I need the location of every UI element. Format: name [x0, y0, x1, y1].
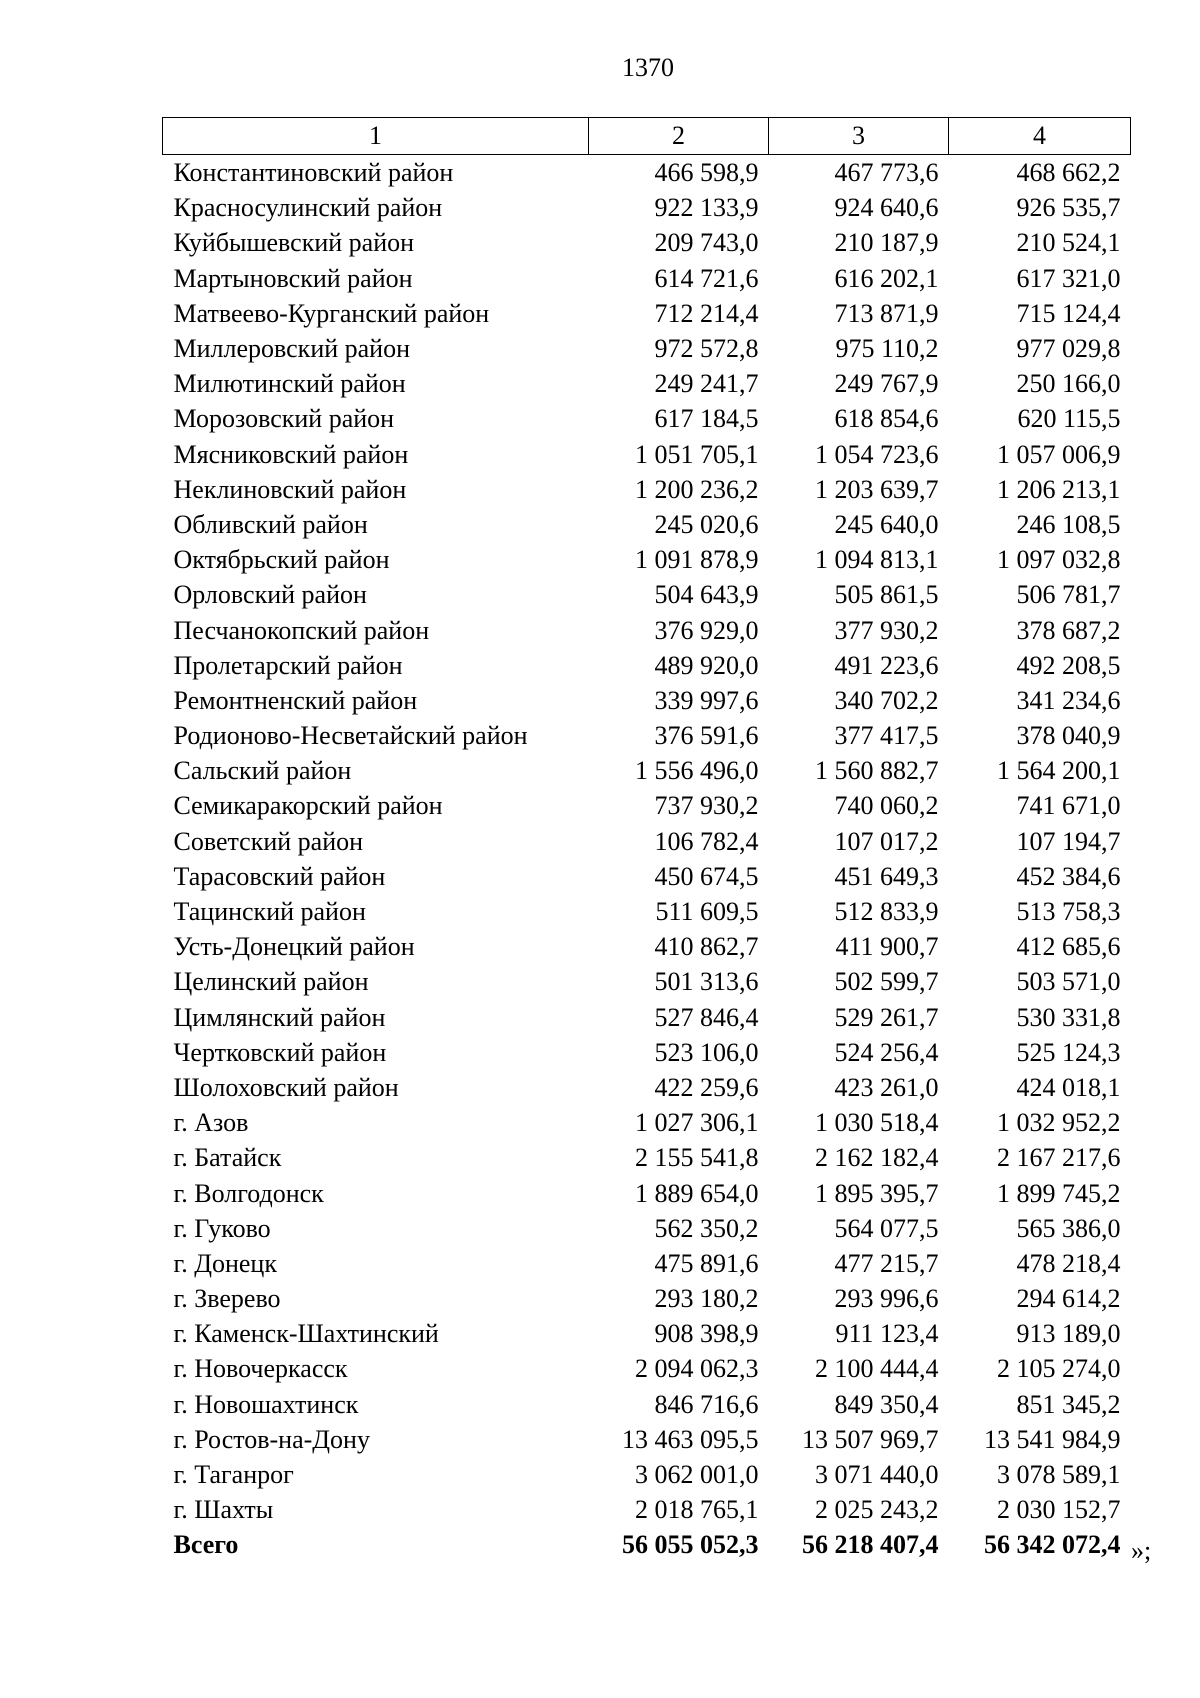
row-value-col-4: 2 105 274,0 — [997, 1354, 1121, 1384]
table-row — [163, 612, 1131, 647]
row-name: Родионово-Несветайский район — [173, 721, 528, 751]
row-value-col-4: 2 030 152,7 — [997, 1495, 1121, 1525]
row-name: г. Гуково — [173, 1213, 271, 1243]
row-value-col-2: 450 674,5 — [654, 861, 759, 891]
row-value-col-2: 489 920,0 — [654, 650, 759, 680]
total-row — [163, 1527, 1131, 1562]
closing-quote: »; — [1131, 1536, 1152, 1565]
row-value-col-4: 926 535,7 — [1016, 193, 1121, 223]
table-row — [163, 824, 1131, 859]
row-name: г. Таганрог — [173, 1460, 294, 1490]
table-row — [163, 1246, 1131, 1281]
row-value-col-3: 849 350,4 — [834, 1389, 939, 1419]
row-value-col-3: 377 417,5 — [834, 721, 939, 751]
row-name: Семикаракорский район — [173, 791, 443, 821]
row-name: Тарасовский район — [173, 861, 386, 891]
row-value-col-3: 13 507 969,7 — [802, 1424, 939, 1454]
row-value-col-3: 1 895 395,7 — [815, 1178, 939, 1208]
row-value-col-2: 523 106,0 — [654, 1037, 759, 1067]
row-value-col-3: 2 100 444,4 — [815, 1354, 939, 1384]
row-value-col-3: 740 060,2 — [834, 791, 939, 821]
row-value-col-4: 851 345,2 — [1016, 1389, 1121, 1419]
header-col-1: 1 — [163, 118, 589, 155]
row-value-col-3: 451 649,3 — [834, 861, 939, 891]
row-value-col-2: 846 716,6 — [654, 1389, 759, 1419]
total-value-col-3: 56 218 407,4 — [802, 1530, 939, 1560]
row-name: г. Батайск — [173, 1143, 282, 1173]
data-table — [162, 117, 1131, 1563]
row-value-col-2: 1 889 654,0 — [635, 1178, 759, 1208]
row-value-col-2: 1 091 878,9 — [635, 545, 759, 575]
row-value-col-3: 245 640,0 — [834, 509, 939, 539]
row-name: г. Ростов-на-Дону — [173, 1424, 370, 1454]
row-value-col-4: 1 564 200,1 — [997, 756, 1121, 786]
table-header — [163, 118, 1131, 155]
table-row — [163, 437, 1131, 472]
row-value-col-4: 1 899 745,2 — [997, 1178, 1121, 1208]
row-value-col-2: 562 350,2 — [654, 1213, 759, 1243]
row-value-col-2: 2 018 765,1 — [635, 1495, 759, 1525]
row-value-col-2: 339 997,6 — [654, 685, 759, 715]
row-name: Усть-Донецкий район — [173, 932, 415, 962]
row-value-col-2: 376 591,6 — [654, 721, 759, 751]
row-value-col-3: 467 773,6 — [834, 158, 939, 188]
row-value-col-2: 410 862,7 — [654, 932, 759, 962]
row-value-col-2: 737 930,2 — [654, 791, 759, 821]
row-value-col-3: 505 861,5 — [834, 580, 939, 610]
row-value-col-2: 376 929,0 — [654, 615, 759, 645]
table-row — [163, 964, 1131, 999]
row-value-col-4: 378 040,9 — [1016, 721, 1121, 751]
row-value-col-2: 466 598,9 — [654, 158, 759, 188]
table-row — [163, 507, 1131, 542]
row-value-col-4: 1 032 952,2 — [997, 1108, 1121, 1138]
row-value-col-2: 106 782,4 — [654, 826, 759, 856]
table-row — [163, 1070, 1131, 1105]
row-value-col-3: 1 054 723,6 — [815, 439, 939, 469]
table-row — [163, 1492, 1131, 1527]
table-row — [163, 1351, 1131, 1386]
row-value-col-3: 1 030 518,4 — [815, 1108, 939, 1138]
table-row — [163, 472, 1131, 507]
table-row — [163, 1105, 1131, 1140]
row-value-col-3: 524 256,4 — [834, 1037, 939, 1067]
row-value-col-4: 3 078 589,1 — [997, 1460, 1121, 1490]
header-col-2: 2 — [589, 118, 769, 155]
row-name: г. Донецк — [173, 1248, 277, 1278]
row-value-col-3: 713 871,9 — [834, 298, 939, 328]
row-value-col-2: 1 200 236,2 — [635, 474, 759, 504]
row-value-col-2: 13 463 095,5 — [622, 1424, 759, 1454]
row-value-col-4: 503 571,0 — [1016, 967, 1121, 997]
row-value-col-4: 210 524,1 — [1016, 228, 1121, 258]
table-row — [163, 1281, 1131, 1316]
row-name: Красносулинский район — [173, 193, 443, 223]
row-value-col-4: 530 331,8 — [1016, 1002, 1121, 1032]
row-value-col-4: 715 124,4 — [1016, 298, 1121, 328]
row-name: Советский район — [173, 826, 364, 856]
row-value-col-2: 614 721,6 — [654, 263, 759, 293]
row-value-col-3: 210 187,9 — [834, 228, 939, 258]
row-name: Ремонтненский район — [173, 685, 418, 715]
row-value-col-4: 341 234,6 — [1016, 685, 1121, 715]
table-row — [163, 929, 1131, 964]
table-row — [163, 296, 1131, 331]
table-row — [163, 331, 1131, 366]
row-value-col-3: 411 900,7 — [835, 932, 939, 962]
table-row — [163, 1175, 1131, 1210]
row-value-col-2: 922 133,9 — [654, 193, 759, 223]
row-value-col-4: 617 321,0 — [1016, 263, 1121, 293]
row-name: Милютинский район — [173, 369, 406, 399]
row-value-col-3: 1 560 882,7 — [815, 756, 939, 786]
row-value-col-3: 911 123,4 — [835, 1319, 939, 1349]
table-row — [163, 366, 1131, 401]
table-row — [163, 1457, 1131, 1492]
row-value-col-3: 491 223,6 — [834, 650, 939, 680]
row-name: г. Каменск-Шахтинский — [173, 1319, 439, 1349]
header-row — [163, 118, 1131, 155]
row-value-col-2: 511 609,5 — [655, 897, 759, 927]
row-value-col-3: 2 025 243,2 — [815, 1495, 939, 1525]
table-row — [163, 718, 1131, 753]
row-name: Октябрьский район — [173, 545, 390, 575]
table-row — [163, 648, 1131, 683]
table-row — [163, 753, 1131, 788]
table-row — [163, 190, 1131, 225]
row-value-col-4: 424 018,1 — [1016, 1072, 1121, 1102]
row-value-col-3: 924 640,6 — [834, 193, 939, 223]
row-value-col-2: 475 891,6 — [654, 1248, 759, 1278]
row-value-col-2: 504 643,9 — [654, 580, 759, 610]
table-row — [163, 1211, 1131, 1246]
row-value-col-2: 527 846,4 — [654, 1002, 759, 1032]
row-name: Целинский район — [173, 967, 369, 997]
row-value-col-3: 564 077,5 — [834, 1213, 939, 1243]
row-name: Мартыновский район — [173, 263, 413, 293]
row-value-col-3: 477 215,7 — [834, 1248, 939, 1278]
row-value-col-4: 452 384,6 — [1016, 861, 1121, 891]
total-name: Всего — [173, 1530, 239, 1560]
row-value-col-4: 2 167 217,6 — [997, 1143, 1121, 1173]
row-value-col-2: 249 241,7 — [654, 369, 759, 399]
row-name: г. Новошахтинск — [173, 1389, 359, 1419]
table-row — [163, 859, 1131, 894]
row-value-col-4: 468 662,2 — [1016, 158, 1121, 188]
row-value-col-4: 412 685,6 — [1016, 932, 1121, 962]
row-value-col-4: 478 218,4 — [1016, 1248, 1121, 1278]
table-row — [163, 542, 1131, 577]
row-name: Сальский район — [173, 756, 352, 786]
row-name: Тацинский район — [173, 897, 366, 927]
page-number: 1370 — [622, 53, 674, 82]
header-col-3: 3 — [769, 118, 949, 155]
row-value-col-4: 913 189,0 — [1016, 1319, 1121, 1349]
row-value-col-4: 506 781,7 — [1016, 580, 1121, 610]
row-value-col-2: 293 180,2 — [654, 1284, 759, 1314]
row-name: Чертковский район — [173, 1037, 387, 1067]
row-value-col-2: 1 051 705,1 — [635, 439, 759, 469]
row-name: Мясниковский район — [173, 439, 409, 469]
row-name: Куйбышевский район — [173, 228, 415, 258]
row-value-col-3: 975 110,2 — [835, 334, 939, 364]
row-value-col-2: 1 027 306,1 — [635, 1108, 759, 1138]
table-row — [163, 577, 1131, 612]
row-value-col-4: 107 194,7 — [1016, 826, 1121, 856]
row-value-col-4: 977 029,8 — [1016, 334, 1121, 364]
row-value-col-3: 2 162 182,4 — [815, 1143, 939, 1173]
total-value-col-4: 56 342 072,4 — [984, 1530, 1121, 1560]
row-value-col-4: 741 671,0 — [1016, 791, 1121, 821]
row-value-col-4: 620 115,5 — [1017, 404, 1121, 434]
row-name: г. Волгодонск — [173, 1178, 324, 1208]
row-value-col-4: 1 057 006,9 — [997, 439, 1121, 469]
row-value-col-3: 249 767,9 — [834, 369, 939, 399]
row-name: Шолоховский район — [173, 1072, 399, 1102]
row-value-col-3: 616 202,1 — [834, 263, 939, 293]
row-value-col-3: 107 017,2 — [834, 826, 939, 856]
row-value-col-3: 618 854,6 — [834, 404, 939, 434]
table-row — [163, 1035, 1131, 1070]
row-name: Матвеево-Курганский район — [173, 298, 490, 328]
row-name: г. Азов — [173, 1108, 249, 1138]
row-value-col-4: 492 208,5 — [1016, 650, 1121, 680]
row-value-col-2: 2 155 541,8 — [635, 1143, 759, 1173]
table-row — [163, 261, 1131, 296]
table-row — [163, 155, 1131, 191]
row-value-col-3: 3 071 440,0 — [815, 1460, 939, 1490]
table-row — [163, 1387, 1131, 1422]
row-value-col-3: 502 599,7 — [834, 967, 939, 997]
row-value-col-2: 245 020,6 — [654, 509, 759, 539]
table-row — [163, 788, 1131, 823]
row-value-col-2: 712 214,4 — [654, 298, 759, 328]
row-value-col-3: 340 702,2 — [834, 685, 939, 715]
row-value-col-4: 1 097 032,8 — [997, 545, 1121, 575]
row-name: г. Зверево — [173, 1284, 281, 1314]
row-value-col-2: 422 259,6 — [654, 1072, 759, 1102]
row-value-col-2: 2 094 062,3 — [635, 1354, 759, 1384]
row-value-col-2: 908 398,9 — [654, 1319, 759, 1349]
row-value-col-3: 423 261,0 — [834, 1072, 939, 1102]
row-value-col-3: 1 203 639,7 — [815, 474, 939, 504]
row-value-col-2: 209 743,0 — [654, 228, 759, 258]
table-row — [163, 1000, 1131, 1035]
table-row — [163, 1422, 1131, 1457]
row-value-col-2: 3 062 001,0 — [635, 1460, 759, 1490]
row-name: Пролетарский район — [173, 650, 403, 680]
row-value-col-3: 529 261,7 — [834, 1002, 939, 1032]
row-value-col-2: 972 572,8 — [654, 334, 759, 364]
table-row — [163, 1140, 1131, 1175]
row-name: г. Новочеркасск — [173, 1354, 348, 1384]
row-name: Неклиновский район — [173, 474, 407, 504]
row-value-col-4: 13 541 984,9 — [984, 1424, 1121, 1454]
row-name: Миллеровский район — [173, 334, 411, 364]
row-name: Орловский район — [173, 580, 367, 610]
table-row — [163, 225, 1131, 260]
row-name: Цимлянский район — [173, 1002, 386, 1032]
table-row — [163, 894, 1131, 929]
row-name: Песчанокопский район — [173, 615, 430, 645]
row-value-col-4: 250 166,0 — [1016, 369, 1121, 399]
table-body — [163, 155, 1131, 1563]
row-value-col-2: 1 556 496,0 — [635, 756, 759, 786]
total-value-col-2: 56 055 052,3 — [622, 1530, 759, 1560]
row-value-col-3: 377 930,2 — [834, 615, 939, 645]
table-row — [163, 401, 1131, 436]
row-value-col-4: 513 758,3 — [1016, 897, 1121, 927]
row-value-col-4: 1 206 213,1 — [997, 474, 1121, 504]
row-value-col-4: 294 614,2 — [1016, 1284, 1121, 1314]
row-value-col-4: 246 108,5 — [1016, 509, 1121, 539]
row-value-col-2: 501 313,6 — [654, 967, 759, 997]
row-name: Константиновский район — [173, 158, 454, 188]
row-name: г. Шахты — [173, 1495, 274, 1525]
row-value-col-2: 617 184,5 — [654, 404, 759, 434]
row-value-col-3: 512 833,9 — [834, 897, 939, 927]
row-value-col-3: 293 996,6 — [834, 1284, 939, 1314]
row-name: Обливский район — [173, 509, 368, 539]
row-value-col-3: 1 094 813,1 — [815, 545, 939, 575]
row-value-col-4: 525 124,3 — [1016, 1037, 1121, 1067]
header-col-4: 4 — [949, 118, 1131, 155]
row-name: Морозовский район — [173, 404, 395, 434]
table-row — [163, 1316, 1131, 1351]
row-value-col-4: 565 386,0 — [1016, 1213, 1121, 1243]
table-row — [163, 683, 1131, 718]
row-value-col-4: 378 687,2 — [1016, 615, 1121, 645]
